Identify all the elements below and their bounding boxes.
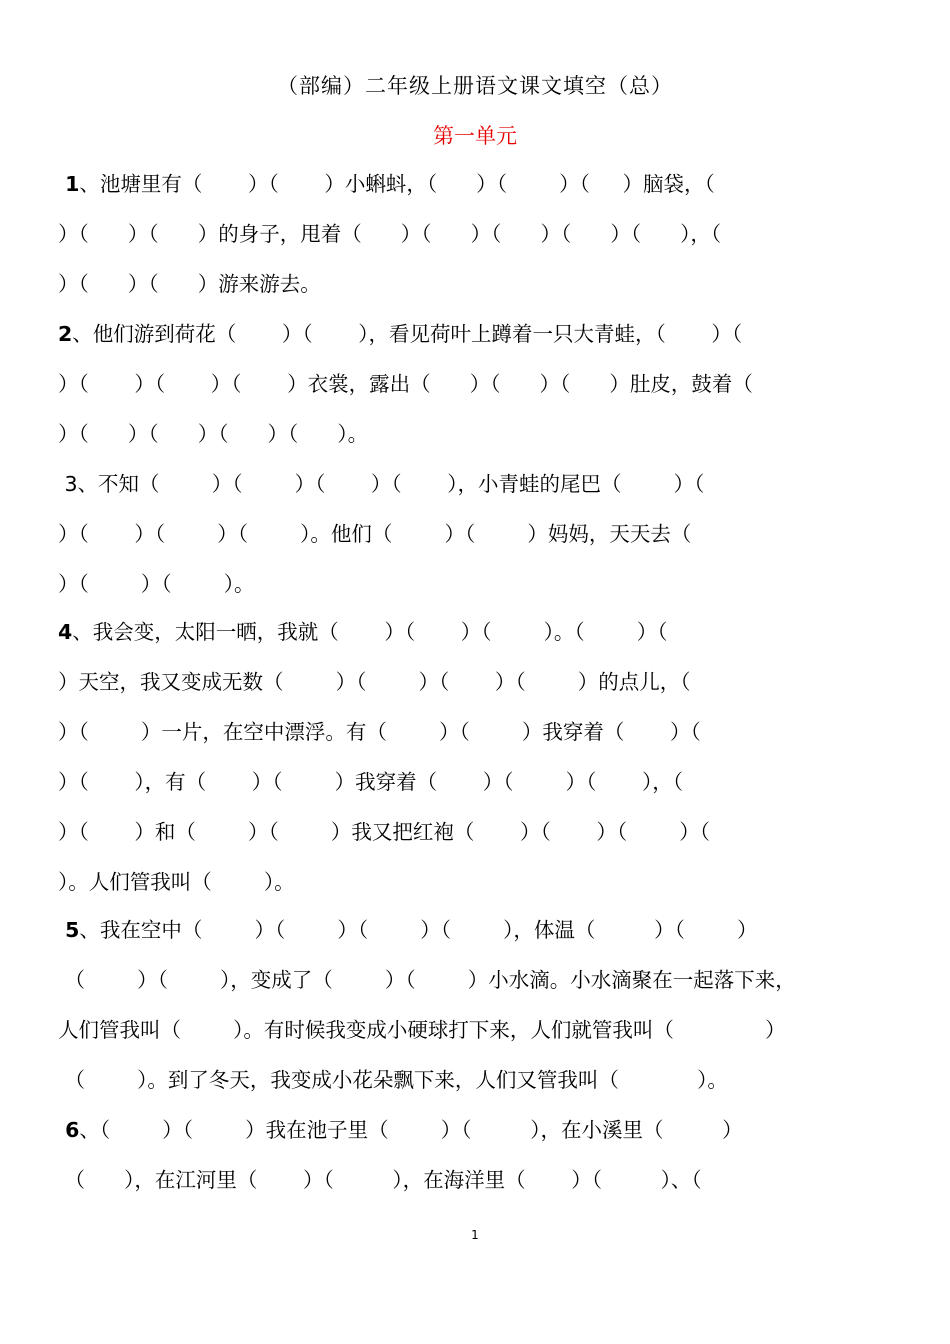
line-text: ）天空，我又变成无数（ ）（ ）（ ）（ ）的点儿，（ <box>58 670 691 694</box>
exercise-line <box>58 614 908 650</box>
line-text: ）（ ），有（ ）（ ）我穿着（ ）（ ）（ ），（ <box>58 770 683 794</box>
line-text: ）。人们管我叫（ ）。 <box>58 870 295 894</box>
line-text: 、我会变，太阳一晒，我就（ ）（ ）（ ）。（ ）（ <box>72 620 668 644</box>
line-text: ）（ ）（ ）的身子，甩着（ ）（ ）（ ）（ ）（ ），（ <box>58 222 722 246</box>
line-text: ）（ ）（ ）（ ）。他们（ ）（ ）妈妈，天天去（ <box>58 522 692 546</box>
line-text: 人们管我叫（ ）。有时候我变成小硬球打下来，人们就管我叫（ ） <box>58 1018 786 1042</box>
line-text: ）（ ）（ ）游来游去。 <box>58 272 321 296</box>
exercise-line <box>58 216 908 252</box>
exercise-line <box>58 1012 908 1048</box>
exercise-line <box>58 664 908 700</box>
page-number: 1 <box>471 1228 479 1242</box>
line-text: （ ），在江河里（ ）（ ），在海洋里（ ）（ ）、（ <box>58 1168 702 1192</box>
exercise-line <box>58 166 908 202</box>
exercise-line <box>58 814 908 850</box>
line-text: ）（ ）一片，在空中漂浮。有（ ）（ ）我穿着（ ）（ <box>58 720 701 744</box>
exercise-number: 2 <box>58 322 73 346</box>
exercise-number: 6 <box>58 1118 80 1142</box>
line-text: ）（ ）（ ）（ ）（ ）。 <box>58 422 369 446</box>
line-text: ）（ ）（ ）。 <box>58 572 255 596</box>
page-title: （部编）二年级上册语文课文填空（总） <box>277 74 673 98</box>
exercise-line <box>58 1162 908 1198</box>
exercise-line <box>58 912 908 948</box>
line-text: （ ）（ ），变成了（ ）（ ）小水滴。小水滴聚在一起落下来， <box>58 968 796 992</box>
exercise-number: 5 <box>58 918 80 942</box>
exercise-line <box>58 764 908 800</box>
exercise-line <box>58 962 908 998</box>
line-text: 、他们游到荷花（ ）（ ），看见荷叶上蹲着一只大青蛙，（ ）（ <box>72 322 743 346</box>
exercise-line <box>58 1112 908 1148</box>
line-text: 、池塘里有（ ）（ ）小蝌蚪，（ ）（ ）（ ）脑袋，（ <box>79 172 715 196</box>
exercise-line <box>58 266 908 302</box>
exercise-line <box>58 316 908 352</box>
line-text: ）（ ）（ ）（ ）衣裳，露出（ ）（ ）（ ）肚皮，鼓着（ <box>58 372 753 396</box>
exercise-line <box>58 714 908 750</box>
line-text: 、我在空中（ ）（ ）（ ）（ ），体温（ ）（ ） <box>79 918 758 942</box>
exercise-line <box>58 1062 908 1098</box>
exercise-number: 4 <box>58 620 73 644</box>
exercise-line <box>58 864 908 900</box>
exercise-line <box>58 466 908 502</box>
line-text: ）（ ）和（ ）（ ）我又把红袍（ ）（ ）（ ）（ <box>58 820 710 844</box>
exercise-number: 1 <box>58 172 80 196</box>
exercise-line <box>58 516 908 552</box>
line-text: 、（ ）（ ）我在池子里（ ）（ ），在小溪里（ ） <box>79 1118 743 1142</box>
line-text: 3、不知（ ）（ ）（ ）（ ），小青蛙的尾巴（ ）（ <box>58 472 705 496</box>
exercise-line <box>58 416 908 452</box>
line-text: （ ）。到了冬天，我变成小花朵飘下来，人们又管我叫（ ）。 <box>58 1068 728 1092</box>
exercise-line <box>58 566 908 602</box>
exercise-line <box>58 366 908 402</box>
unit-heading: 第一单元 <box>433 124 517 148</box>
